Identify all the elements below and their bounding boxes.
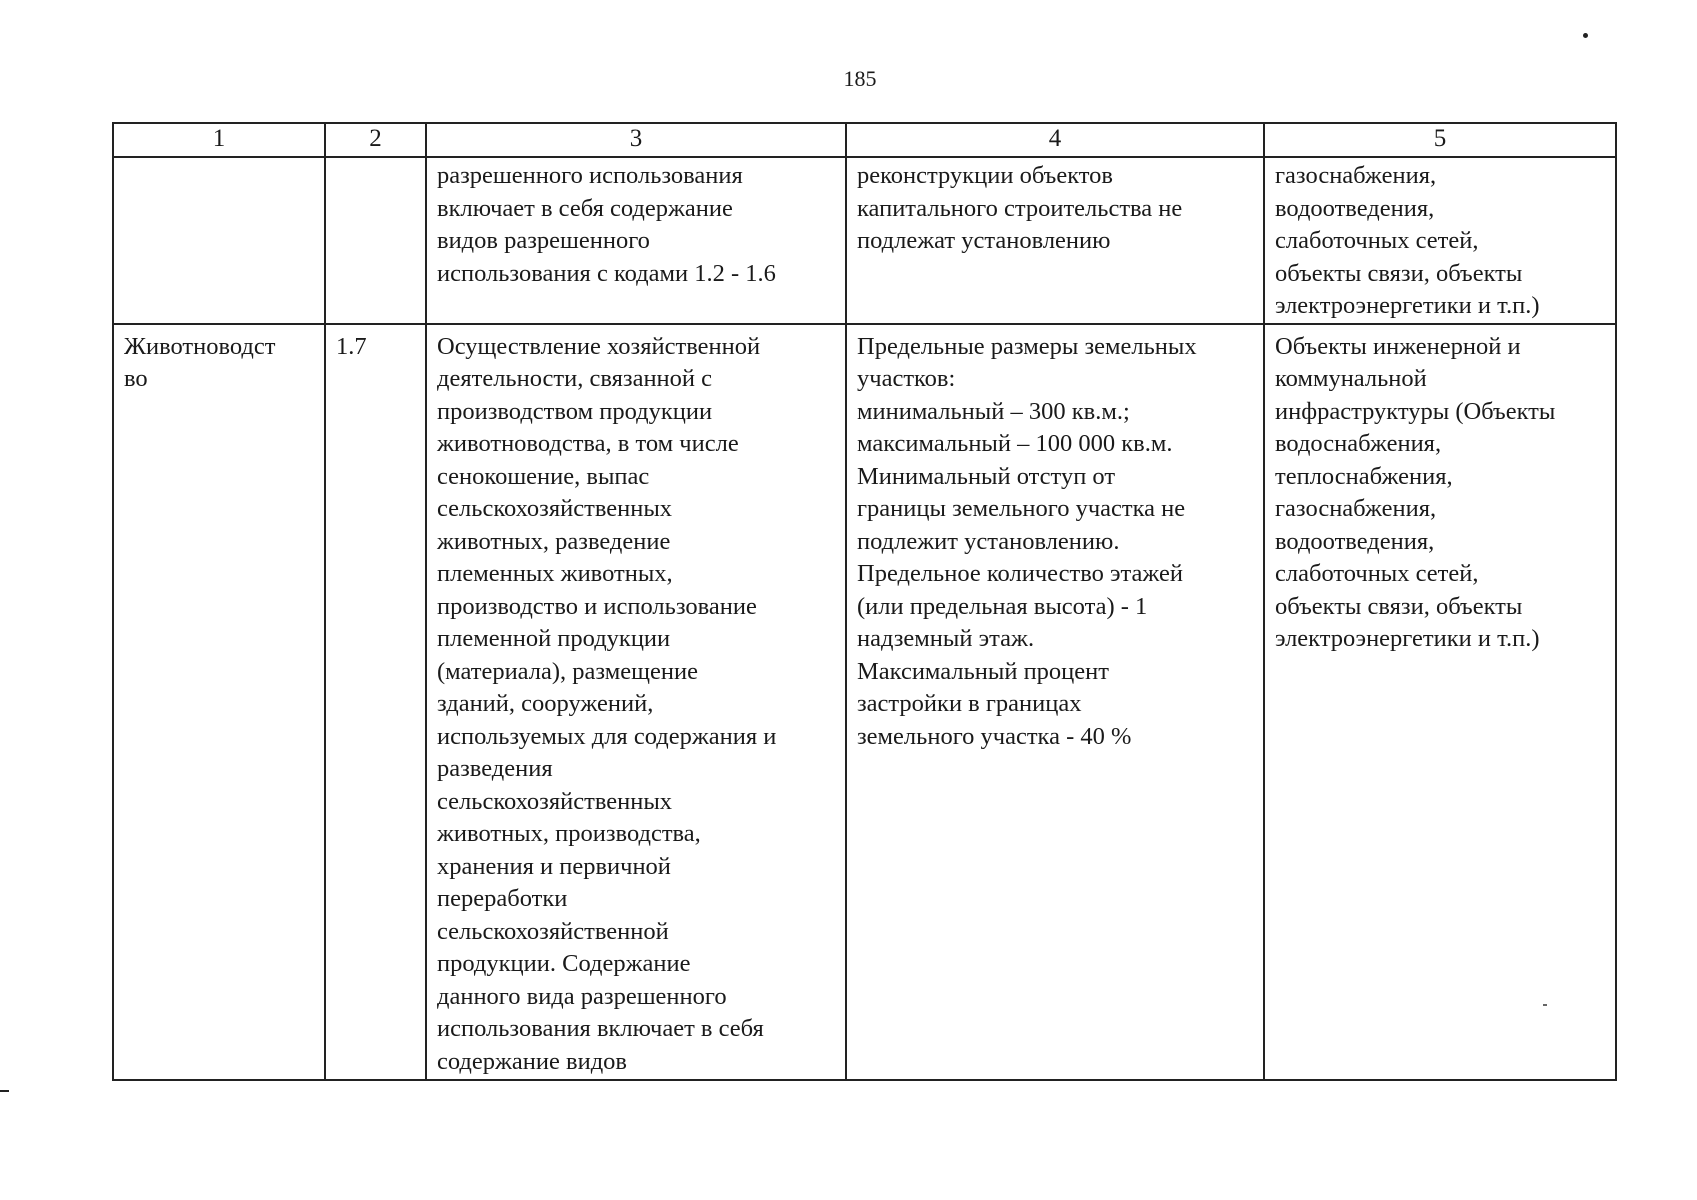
table-row-continuation <box>113 157 1616 324</box>
cell-land-use-description <box>426 324 846 1080</box>
cell-auxiliary-objects <box>1264 157 1616 324</box>
land-use-description-text: разрешенного использования включает в себя содержание видов разрешенного использования с кодами 1.2 - 1.6 <box>437 162 776 287</box>
header-cell-col1: 1 <box>113 123 325 157</box>
cell-land-use-description <box>426 157 846 324</box>
cell-land-use-code <box>325 324 426 1080</box>
cell-land-use-name <box>113 324 325 1080</box>
table-row-livestock <box>113 324 1616 1080</box>
header-cell-col5: 5 <box>1264 123 1616 157</box>
page-number: 185 <box>843 66 877 91</box>
limit-parameters-text: реконструкции объектов капитального строительства не подлежат установлению <box>857 162 1183 254</box>
cell-land-use-name <box>113 157 325 324</box>
header-cell-col2: 2 <box>325 123 426 157</box>
header-cell-col3: 3 <box>426 123 846 157</box>
auxiliary-objects-text: Объекты инженерной и коммунальной инфраструктуры (Объекты водоснабжения, теплоснабжения, газоснабжения, водоотведения, слаботочных сетей, объекты связи, объекты электроэнергетики и т.п.) <box>1275 332 1556 652</box>
scan-artifact-dot <box>1583 33 1588 38</box>
land-use-name-text: Животноводст во <box>124 332 276 392</box>
cell-auxiliary-objects <box>1264 324 1616 1080</box>
table-header-row <box>113 123 1616 157</box>
land-use-code-text: 1.7 <box>336 332 367 360</box>
regulations-table <box>112 122 1617 1081</box>
cell-limit-parameters <box>846 157 1264 324</box>
land-use-description-text: Осуществление хозяйственной деятельности, связанной с производством продукции животноводства, в том числе сенокошение, выпас сельскохозяйственных животных, разведение племенных животных, производство и использование племенной продукции (материала), размещение зданий, сооружений, используемых для содержания и разведения сельскохозяйственных животных, производства, хранения и первичной переработки сельскохозяйственной продукции. Содержание данного вида разрешенного использования включает в себя содержание видов <box>437 332 777 1075</box>
limit-parameters-text: Предельные размеры земельных участков: минимальный – 300 кв.м.; максимальный – 100 000 кв.м. Минимальный отступ от границы земельного участка не подлежит установлению. Предельное количество этажей (или предельная высота) - 1 надземный этаж. Максимальный процент застройки в границах земельного участка - 40 % <box>857 332 1197 750</box>
cell-limit-parameters <box>846 324 1264 1080</box>
cell-land-use-code <box>325 157 426 324</box>
scan-artifact-dash <box>0 1090 9 1092</box>
auxiliary-objects-text: газоснабжения, водоотведения, слаботочных сетей, объекты связи, объекты электроэнергетики и т.п.) <box>1275 162 1540 319</box>
header-cell-col4: 4 <box>846 123 1264 157</box>
